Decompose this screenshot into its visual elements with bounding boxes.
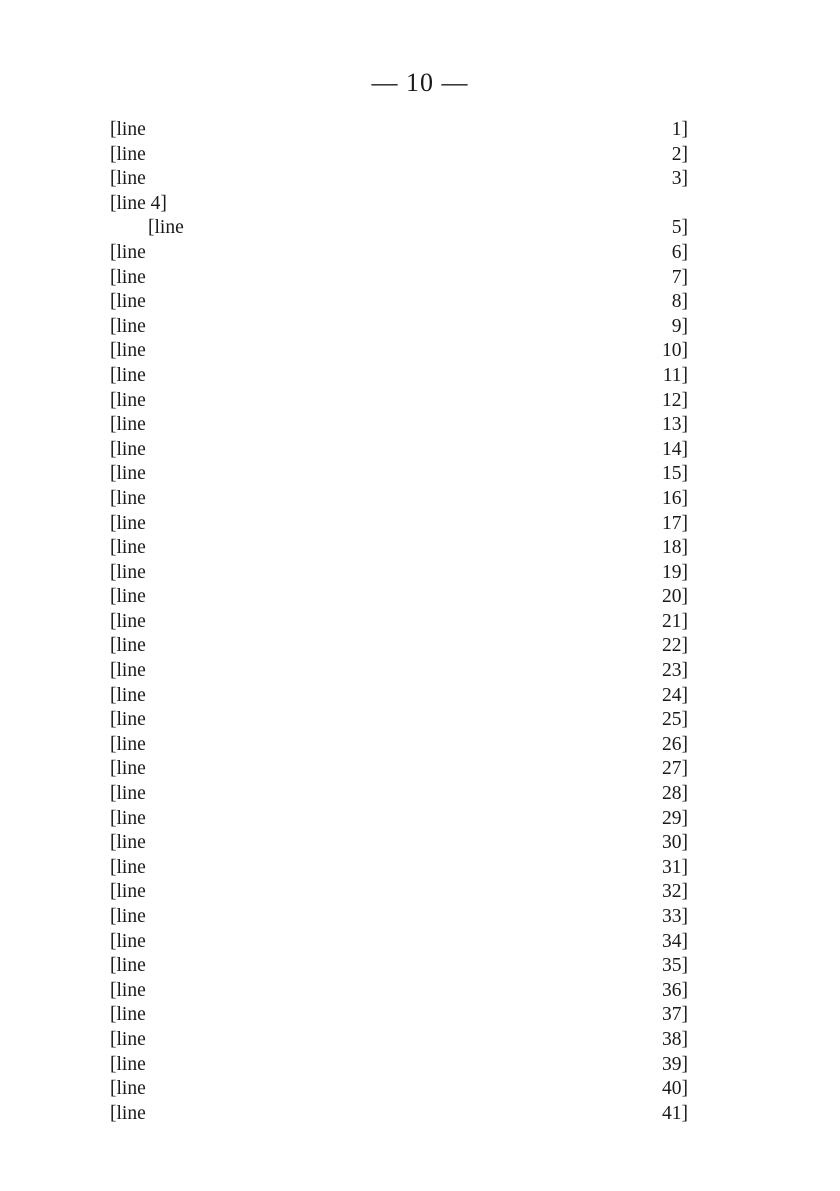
paragraph-2: [110, 216, 688, 1126]
text-line: [line 30]: [110, 832, 688, 854]
text-line: [line 24]: [110, 684, 688, 706]
text-line: [line 40]: [110, 1078, 688, 1100]
text-line: [line 7]: [110, 266, 688, 288]
text-line: [line 38]: [110, 1028, 688, 1050]
text-line: [line 31]: [110, 856, 688, 878]
text-line: [line 12]: [110, 389, 688, 411]
text-line: [line 2]: [110, 143, 688, 165]
page-number: — 10 —: [371, 68, 469, 97]
text-line: [line 10]: [110, 340, 688, 362]
text-line: [line 11]: [110, 364, 688, 386]
text-line: [line 4]: [110, 192, 167, 214]
text-line: [line 3]: [110, 168, 688, 190]
text-line: [line 16]: [110, 487, 688, 509]
text-line: [line 6]: [110, 241, 688, 263]
text-line: [line 14]: [110, 438, 688, 460]
text-line: [line 26]: [110, 733, 688, 755]
text-line: [line 36]: [110, 979, 688, 1001]
text-line: [line 9]: [110, 315, 688, 337]
text-line: [line 34]: [110, 930, 688, 952]
text-line: [line 17]: [110, 512, 688, 534]
text-line: [line 29]: [110, 807, 688, 829]
text-line: [line 18]: [110, 537, 688, 559]
text-line: [line 25]: [110, 709, 688, 731]
paragraph-1: [110, 118, 688, 216]
text-line: [line 28]: [110, 783, 688, 805]
text-line: [line 13]: [110, 414, 688, 436]
text-line: [line 22]: [110, 635, 688, 657]
text-line: [line 33]: [110, 906, 688, 927]
text-line: [line 37]: [110, 1004, 688, 1026]
text-line: [line 27]: [110, 758, 688, 780]
text-line: [line 32]: [110, 881, 688, 903]
text-line: [line 20]: [110, 586, 688, 608]
text-line: [line 41]: [110, 1102, 688, 1124]
text-line: [line 23]: [110, 660, 688, 682]
text-line: [line 21]: [110, 610, 688, 632]
text-line: [line 5]: [148, 217, 688, 239]
text-line: [line 8]: [110, 291, 688, 313]
text-line: [line 1]: [110, 119, 688, 140]
text-line: [line 35]: [110, 955, 688, 977]
text-line: [line 15]: [110, 463, 688, 485]
text-line: [line 19]: [110, 561, 688, 583]
body-text: [110, 118, 688, 1126]
text-line: [line 39]: [110, 1053, 688, 1075]
